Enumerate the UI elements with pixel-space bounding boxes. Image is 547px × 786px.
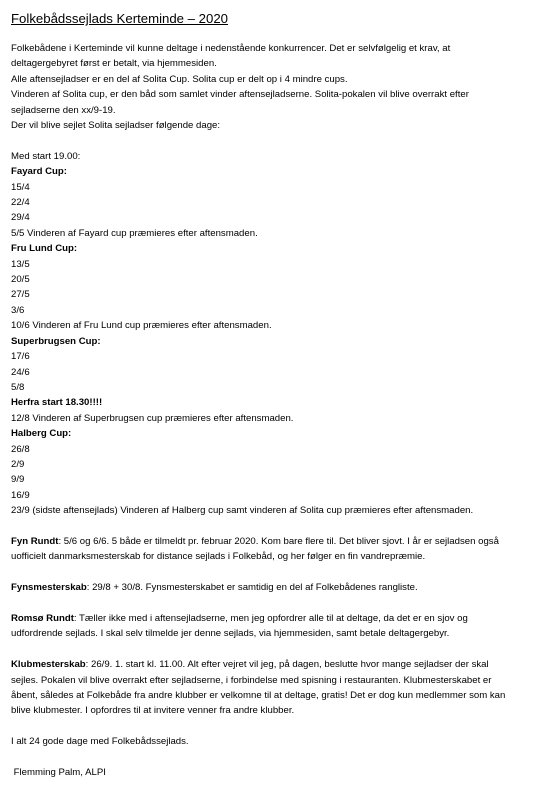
race-date: 5/8	[11, 381, 25, 393]
race-date: 3/6	[11, 304, 25, 316]
race-date: 16/9	[11, 489, 30, 501]
fru-lund-cup-heading: Fru Lund Cup:	[11, 243, 78, 255]
halberg-cup-section	[11, 426, 537, 518]
document-title: Folkebådssejlads Kerteminde – 2020	[11, 11, 228, 26]
klubmesterskab-text: blive klubmester. I opfordres til at invitere venner fra andre klubber.	[11, 705, 295, 717]
intro-section	[11, 41, 537, 133]
award-line: 10/6 Vinderen af Fru Lund cup præmieres efter aftensmaden.	[11, 320, 272, 332]
klubmesterskab-section	[11, 657, 537, 719]
race-date: 26/8	[11, 443, 30, 455]
fyn-rundt-section	[11, 534, 537, 565]
intro-line: Vinderen af Solita cup, er den båd som samlet vinder aftensejladserne. Solita-pokalen vil blive overrakt efter	[11, 89, 469, 101]
klubmesterskab-text: : 26/9. 1. start kl. 11.00. Alt efter vejret vil jeg, på dagen, beslutte hvor mange sejladser der skal	[85, 659, 489, 671]
race-date: 22/4	[11, 197, 30, 209]
romso-rundt-text: : Tæller ikke med i aftensejladserne, men jeg opfordrer alle til at deltage, da det er en sjov og	[73, 612, 468, 624]
fynsmesterskab-label: Fynsmesterskab	[11, 582, 87, 594]
intro-line: sejladserne den xx/9-19.	[11, 104, 116, 116]
start-time-1830: Herfra start 18.30!!!!	[11, 397, 103, 409]
fayard-cup-section	[11, 164, 537, 241]
intro-line: Der vil blive sejlet Solita sejladser følgende dage:	[11, 120, 221, 132]
closing-line: I alt 24 gode dage med Folkebådssejlads.	[11, 736, 189, 748]
signature: Flemming Palm, ALPI	[11, 766, 106, 778]
fyn-rundt-text: uofficielt danmarksmesterskab for distance sejlads i Folkebåd, og her følger en fin vandrepræmie.	[11, 551, 426, 563]
intro-line: Alle aftensejladser er en del af Solita Cup. Solita cup er delt op i 4 mindre cups.	[11, 73, 348, 85]
race-date: 29/4	[11, 212, 30, 224]
romso-rundt-text: udfordrende sejlads. I skal selv tilmelde jer denne sejlads, via hjemmesiden, samt betale deltagergebyr.	[11, 628, 450, 640]
intro-line: deltagergebyret først er betalt, via hjemmesiden.	[11, 58, 217, 70]
race-date: 9/9	[11, 474, 25, 486]
fru-lund-cup-section	[11, 241, 537, 333]
fynsmesterskab-text: : 29/8 + 30/8. Fynsmesterskabet er samtidig en del af Folkebådenes rangliste.	[86, 582, 418, 594]
fyn-rundt-label: Fyn Rundt	[11, 535, 59, 547]
race-date: 27/5	[11, 289, 30, 301]
halberg-cup-heading: Halberg Cup:	[11, 428, 72, 440]
fynsmesterskab-section	[11, 580, 537, 595]
fyn-rundt-text: : 5/6 og 6/6. 5 både er tilmeldt pr. februar 2020. Kom bare flere til. Det bliver sjovt. I år er sejladsen også	[58, 535, 499, 547]
klubmesterskab-text: åbent, således at Folkebåde fra andre klubber er velkomne til at deltage, gratis! Det er dog kun medlemmer som kan	[11, 689, 506, 701]
award-line: 23/9 (sidste aftensejlads) Vinderen af Halberg cup samt vinderen af Solita cup præmieres efter aftensmaden.	[11, 505, 474, 517]
romso-rundt-label: Romsø Rundt	[11, 612, 74, 624]
race-date: 20/5	[11, 274, 30, 286]
award-line: 12/8 Vinderen af Superbrugsen cup præmieres efter aftensmaden.	[11, 412, 294, 424]
superbrugsen-cup-section	[11, 334, 537, 426]
race-date: 17/6	[11, 351, 30, 363]
start-time-1900: Med start 19.00:	[11, 150, 81, 162]
race-date: 15/4	[11, 181, 30, 193]
fayard-cup-heading: Fayard Cup:	[11, 166, 67, 178]
superbrugsen-cup-heading: Superbrugsen Cup:	[11, 335, 101, 347]
race-date: 2/9	[11, 458, 25, 470]
romso-rundt-section	[11, 611, 537, 642]
award-line: 5/5 Vinderen af Fayard cup præmieres efter aftensmaden.	[11, 227, 258, 239]
klubmesterskab-text: sejles. Pokalen vil blive overrakt efter sejladserne, i forbindelse med spisning i restauranten. Klubmesterskabet er	[11, 674, 492, 686]
klubmesterskab-label: Klubmesterskab	[11, 659, 86, 671]
race-date: 13/5	[11, 258, 30, 270]
race-date: 24/6	[11, 366, 30, 378]
intro-line: Folkebådene i Kerteminde vil kunne deltage i nedenstående konkurrencer. Det er selvfølgelig et krav, at	[11, 43, 451, 54]
